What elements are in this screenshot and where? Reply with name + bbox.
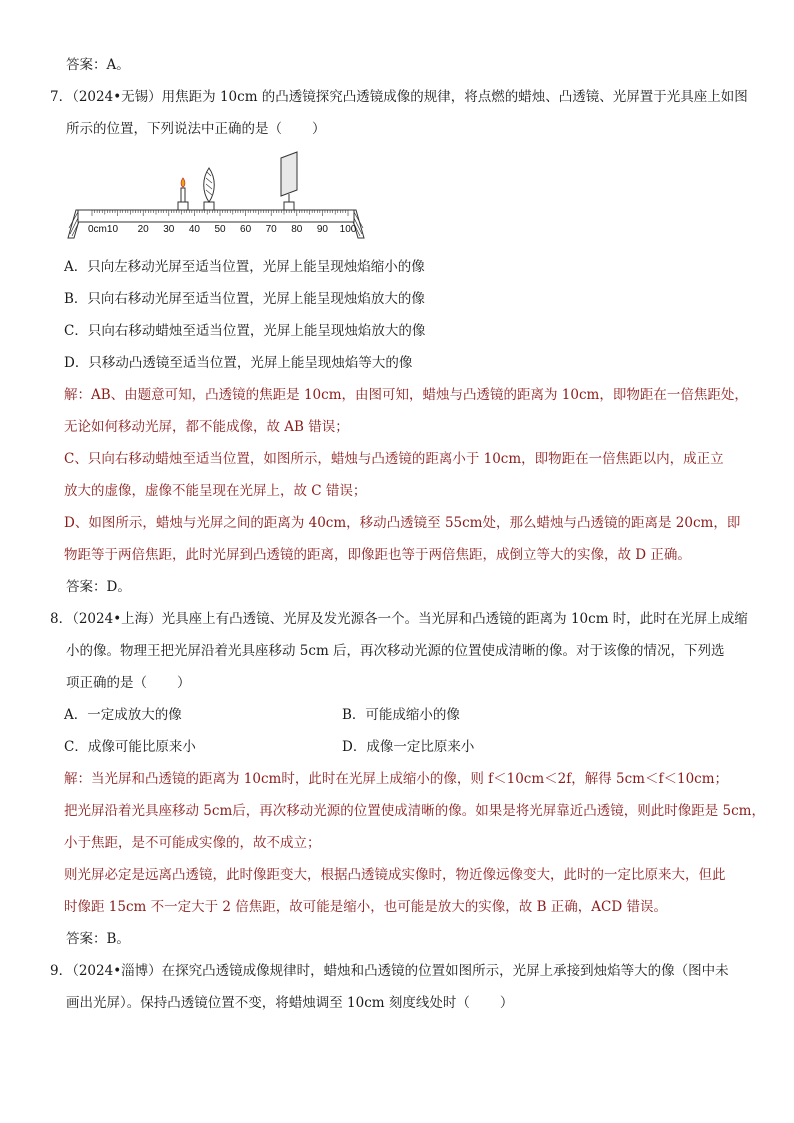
q7-answer: 答案：D。 <box>66 579 131 595</box>
q8-option-c: C．成像可能比原来小 <box>64 739 196 755</box>
q8-stem-line: 小的像。物理王把光屏沿着光具座移动 5cm 后，再次移动光源的位置使成清晰的像。对于该像的情况，下列选 <box>66 643 725 659</box>
q8-stem-line: 8．（2024•上海）光具座上有凸透镜、光屏及发光源各一个。当光屏和凸透镜的距离为 10cm 时，此时在光屏上成缩 <box>50 611 748 627</box>
q8-stem-line <box>66 674 191 692</box>
ruler-label: 0cm10 <box>88 224 119 235</box>
q9-stem-line <box>66 994 513 1012</box>
ruler-label: 20 <box>137 224 149 235</box>
q7-solution-line: D、如图所示，蜡烛与光屏之间的距离为 40cm，移动凸透镜至 55cm处，那么蜡烛与凸透镜的距离是 20cm，即 <box>64 515 741 531</box>
q9-stem-line: 9．（2024•淄博）在探究凸透镜成像规律时，蜡烛和凸透镜的位置如图所示，光屏上承接到烛焰等大的像（图中未 <box>50 963 729 979</box>
ruler-label: 70 <box>265 224 277 235</box>
ruler-label: 30 <box>163 224 175 235</box>
q9-stem-text: 画出光屏）。保持凸透镜位置不变，将蜡烛调至 10cm 刻度线处时（ <box>66 995 470 1011</box>
q7-stem-line1: 7．（2024•无锡）用焦距为 10cm 的凸透镜探究凸透镜成像的规律，将点燃的蜡烛、凸透镜、光屏置于光具座上如图 <box>50 89 748 105</box>
q8-solution-line: 把光屏沿着光具座移动 5cm后，再次移动光源的位置使成清晰的像。如果是将光屏靠近凸透镜，则此时像距是 5cm， <box>64 803 765 819</box>
q7-option-c: C．只向右移动蜡烛至适当位置，光屏上能呈现烛焰放大的像 <box>64 323 426 339</box>
ruler-label: 60 <box>240 224 252 235</box>
q7-stem-line2 <box>66 120 326 138</box>
bench-rail <box>78 210 354 222</box>
ruler-labels <box>88 224 357 235</box>
ruler-label: 90 <box>316 224 328 235</box>
q7-solution-line: C、只向右移动蜡烛至适当位置，如图所示，蜡烛与凸透镜的距离小于 10cm，即物距在一倍焦距以内，成正立 <box>64 451 724 467</box>
q7-solution-line: 无论如何移动光屏，都不能成像，故 AB 错误； <box>64 419 349 435</box>
q8-option-b: B．可能成缩小的像 <box>342 707 460 723</box>
ruler-label: 80 <box>291 224 303 235</box>
previous-answer: 答案：A。 <box>66 57 130 73</box>
q7-solution-line: 解：AB、由题意可知，凸透镜的焦距是 10cm，由图可知，蜡烛与凸透镜的距离为 10cm，即物距在一倍焦距处， <box>64 387 748 403</box>
q9-stem-close: ） <box>499 995 514 1011</box>
q8-option-a: A．一定成放大的像 <box>64 707 182 723</box>
light-screen <box>281 152 297 210</box>
ruler-label: 50 <box>214 224 226 235</box>
q8-option-d: D．成像一定比原来小 <box>342 739 475 755</box>
q8-stem-text: 项正确的是（ <box>66 675 147 691</box>
q8-solution-line: 小于焦距，是不可能成实像的，故不成立； <box>64 835 321 851</box>
q7-stem-close: ） <box>312 121 326 137</box>
q7-option-d: D．只移动凸透镜至适当位置，光屏上能呈现烛焰等大的像 <box>64 355 413 371</box>
q7-solution-line: 放大的虚像，虚像不能呈现在光屏上，故 C 错误； <box>64 483 367 499</box>
q8-solution-line: 解：当光屏和凸透镜的距离为 10cm时，此时在光屏上成缩小的像，则 f＜10cm＜2f，解得 5cm＜f＜10cm； <box>64 771 729 787</box>
q8-solution-line: 时像距 15cm 不一定大于 2 倍焦距，故可能是缩小，也可能是放大的实像，故 B 正确，ACD 错误。 <box>64 899 667 915</box>
q7-stem-text: 所示的位置，下列说法中正确的是（ <box>66 121 282 137</box>
optical-bench-figure <box>66 150 366 242</box>
ruler-label: 100 <box>339 224 357 235</box>
q7-option-a: A．只向左移动光屏至适当位置，光屏上能呈现烛焰缩小的像 <box>64 259 425 275</box>
candle <box>178 178 188 210</box>
q7-solution-line: 物距等于两倍焦距，此时光屏到凸透镜的距离，即像距也等于两倍焦距，成倒立等大的实像，故 D 正确。 <box>64 547 691 563</box>
q8-solution-line: 则光屏必定是远离凸透镜，此时像距变大，根据凸透镜成实像时，物近像远像变大，此时的一定比原来大，但此 <box>64 867 726 883</box>
convex-lens <box>204 168 215 210</box>
ruler-label: 40 <box>188 224 200 235</box>
q8-answer: 答案：B。 <box>66 931 130 947</box>
q8-stem-close: ） <box>177 675 191 691</box>
q7-option-b: B．只向右移动光屏至适当位置，光屏上能呈现烛焰放大的像 <box>64 291 425 307</box>
